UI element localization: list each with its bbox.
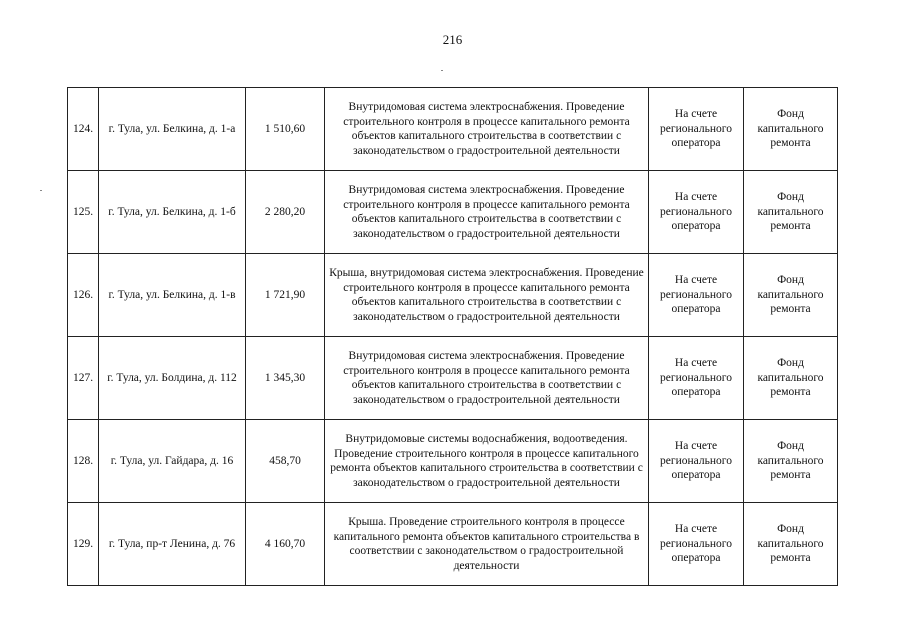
area-cell: 4 160,70	[246, 503, 325, 586]
area-cell: 458,70	[246, 420, 325, 503]
funding-source-cell: Фонд капитального ремонта	[744, 420, 838, 503]
works-cell: Внутридомовая система электроснабжения. Проведение строительного контроля в процессе капитального ремонта объектов капитального строительства в соответствии с законодательством о градостроительной деятельности	[325, 337, 649, 420]
row-number: 128.	[68, 420, 99, 503]
funds-location-cell: На счете регионального оператора	[649, 254, 744, 337]
works-cell: Крыша. Проведение строительного контроля в процессе капитального ремонта объектов капитального строительства в соответствии с законодательством о градостроительной деятельности	[325, 503, 649, 586]
funding-source-cell: Фонд капитального ремонта	[744, 503, 838, 586]
address-cell: г. Тула, ул. Болдина, д. 112	[99, 337, 246, 420]
row-number: 125.	[68, 171, 99, 254]
works-cell: Внутридомовая система электроснабжения. Проведение строительного контроля в процессе капитального ремонта объектов капитального строительства в соответствии с законодательством о градостроительной деятельности	[325, 171, 649, 254]
funds-location-cell: На счете регионального оператора	[649, 420, 744, 503]
table-row	[68, 254, 838, 337]
row-number: 129.	[68, 503, 99, 586]
row-number: 126.	[68, 254, 99, 337]
funds-location-cell: На счете регионального оператора	[649, 503, 744, 586]
row-number: 124.	[68, 88, 99, 171]
funding-source-cell: Фонд капитального ремонта	[744, 88, 838, 171]
area-cell: 1 510,60	[246, 88, 325, 171]
table-row	[68, 503, 838, 586]
address-cell: г. Тула, ул. Белкина, д. 1-а	[99, 88, 246, 171]
funds-location-cell: На счете регионального оператора	[649, 171, 744, 254]
scan-speck	[40, 190, 42, 191]
funds-location-cell: На счете регионального оператора	[649, 337, 744, 420]
funding-source-cell: Фонд капитального ремонта	[744, 171, 838, 254]
area-cell: 1 721,90	[246, 254, 325, 337]
page-number: 216	[442, 32, 463, 47]
area-cell: 1 345,30	[246, 337, 325, 420]
funding-source-cell: Фонд капитального ремонта	[744, 337, 838, 420]
table-row	[68, 420, 838, 503]
works-cell: Крыша, внутридомовая система электроснабжения. Проведение строительного контроля в процессе капитального ремонта объектов капитального строительства в соответствии с законодательством о градостроительной деятельности	[325, 254, 649, 337]
funding-source-cell: Фонд капитального ремонта	[744, 254, 838, 337]
address-cell: г. Тула, пр-т Ленина, д. 76	[99, 503, 246, 586]
address-cell: г. Тула, ул. Белкина, д. 1-б	[99, 171, 246, 254]
works-cell: Внутридомовая система электроснабжения. Проведение строительного контроля в процессе капитального ремонта объектов капитального строительства в соответствии с законодательством о градостроительной деятельности	[325, 88, 649, 171]
works-cell: Внутридомовые системы водоснабжения, водоотведения. Проведение строительного контроля в процессе капитального ремонта объектов капитального строительства в соответствии с законодательством о градостроительной деятельности	[325, 420, 649, 503]
table-row	[68, 88, 838, 171]
area-cell: 2 280,20	[246, 171, 325, 254]
scan-speck	[441, 70, 443, 71]
row-number: 127.	[68, 337, 99, 420]
address-cell: г. Тула, ул. Гайдара, д. 16	[99, 420, 246, 503]
table-row	[68, 171, 838, 254]
funds-location-cell: На счете регионального оператора	[649, 88, 744, 171]
address-cell: г. Тула, ул. Белкина, д. 1-в	[99, 254, 246, 337]
registry-table	[67, 87, 838, 586]
table-row	[68, 337, 838, 420]
